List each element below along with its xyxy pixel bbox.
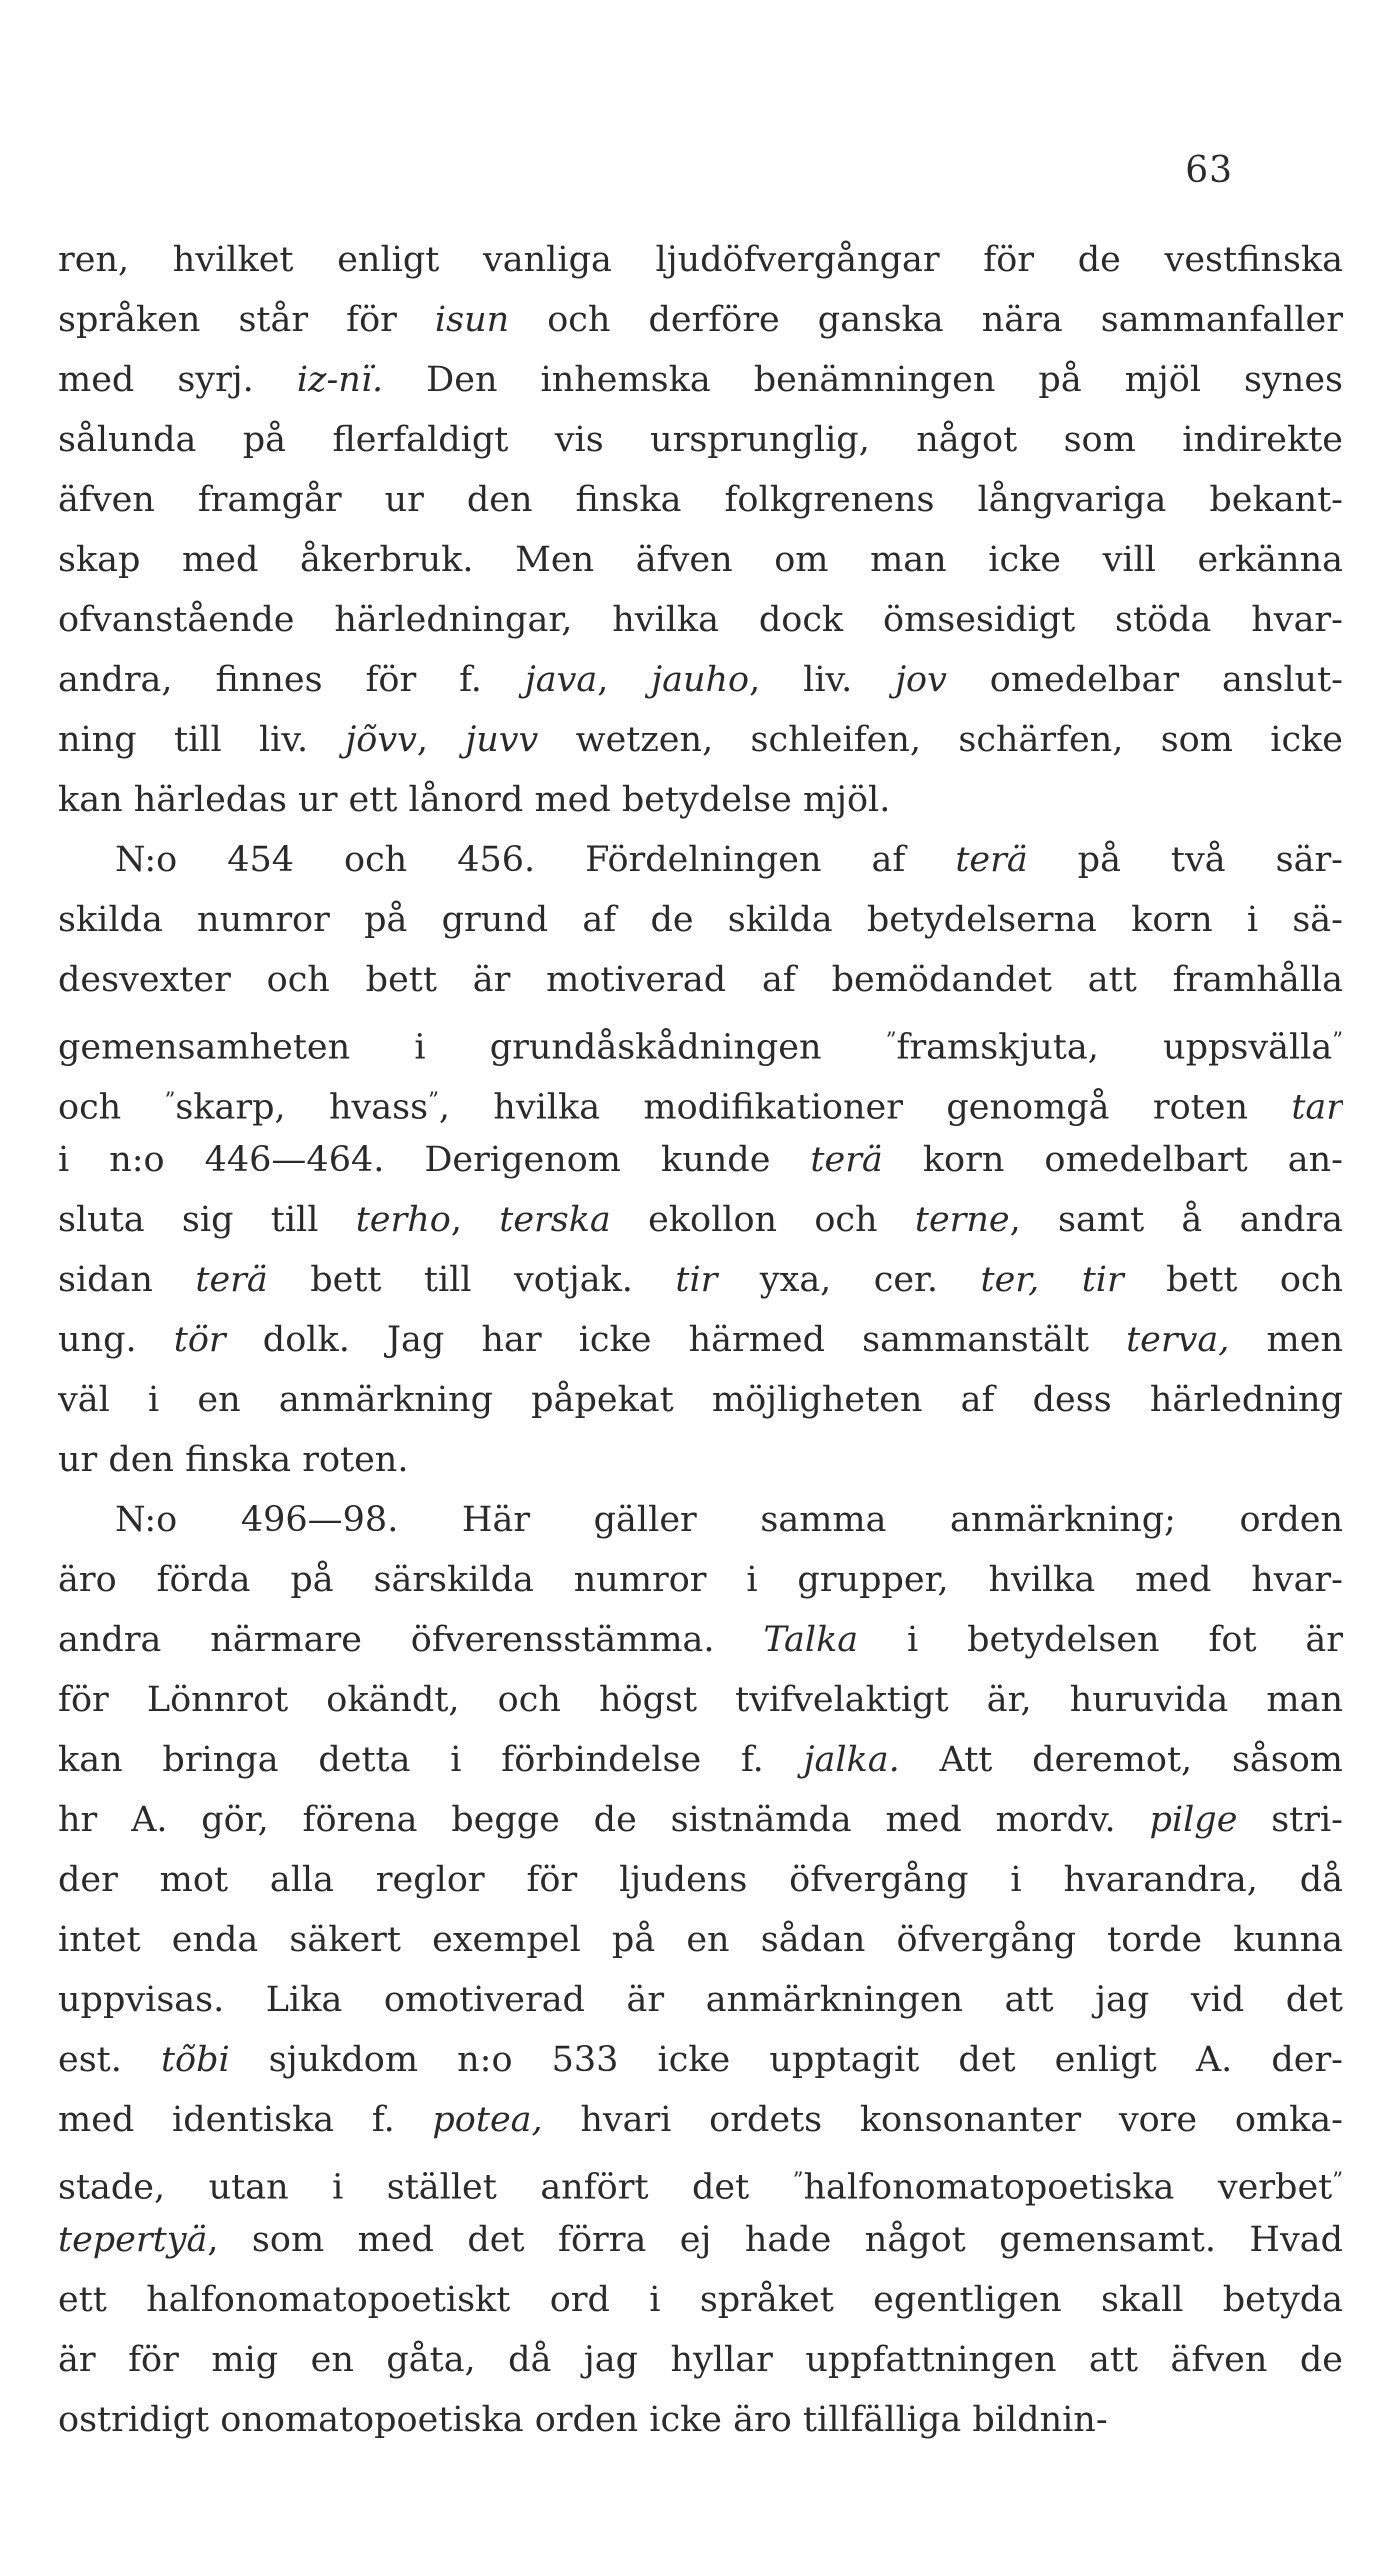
text-segment: för Lönnrot okändt, och högst tvifvelaktigt är, huruvida man [58,1680,1343,1720]
page-number: 63 [1185,150,1233,191]
text-line [58,1790,1343,1850]
italic-word: tir [675,1260,718,1300]
text-segment: ung. [58,1320,174,1360]
text-segment: Den inhemska benämningen på mjöl synes [383,360,1343,400]
text-line [58,1670,1343,1730]
quote-mark: ” [1332,1028,1343,1052]
text-segment: skilda numror på grund af de skilda betydelserna korn i sä- [58,900,1343,940]
italic-word: terä [955,840,1028,880]
text-segment: ofvanstående härledningar, hvilka dock ömsesidigt stöda hvar- [58,600,1343,640]
text-segment: sluta sig till [58,1200,356,1240]
text-segment: , liv. [749,660,896,700]
text-segment: hr A. gör, förena begge de sistnämda med mordv. [58,1800,1150,1840]
italic-word: juvv [465,720,539,760]
text-line [58,1550,1343,1610]
text-line [58,2210,1343,2270]
text-segment: skarp, hvass [175,1087,429,1128]
text-segment: omedelbar anslut- [946,660,1343,700]
text-line [58,830,1343,890]
body-text [58,230,1343,2450]
text-line [58,1970,1343,2030]
text-segment: dolk. Jag har icke härmed sammanstält [225,1320,1127,1360]
text-segment: stade, utan i stället anfört det [58,2167,793,2208]
text-segment: äfven framgår ur den finska folkgrenens långvariga bekant- [58,480,1343,520]
text-segment: intet enda säkert exempel på en sådan öfvergång torde kunna [58,1920,1343,1960]
text-line [58,2030,1343,2090]
text-segment: Att deremot, såsom [899,1740,1343,1780]
text-segment: väl i en anmärkning påpekat möjligheten af dess härledning [58,1380,1343,1420]
text-segment: och [58,1087,165,1128]
text-segment: gemensamheten i grundåskådningen [58,1027,886,1068]
italic-word: tar [1291,1087,1343,1128]
text-line [58,2330,1343,2390]
text-line [58,770,1343,830]
text-segment: halfonomatopoetiska verbet [803,2167,1333,2208]
text-line [58,1370,1343,1430]
italic-word: isun [434,300,510,340]
text-line [58,1190,1343,1250]
text-line [58,1910,1343,1970]
text-line [58,410,1343,470]
text-segment: , samt å andra [1009,1200,1343,1240]
text-segment: N:o 454 och 456. Fördelningen af [115,840,956,880]
text-line [58,2390,1343,2450]
text-line [58,710,1343,770]
text-line [58,1010,1343,1070]
text-segment: , hvilka modifikationer genomgå roten [438,1087,1292,1128]
text-segment: framskjuta, uppsvälla [896,1027,1333,1068]
text-segment: desvexter och bett är motiverad af bemödandet att framhålla [58,960,1343,1000]
text-segment: est. [58,2040,161,2080]
italic-word: Talka [763,1620,859,1660]
italic-word: jõvv [345,720,417,760]
text-line [58,2270,1343,2330]
italic-word: ter, tir [980,1260,1124,1300]
text-segment: , [450,1200,500,1240]
text-segment: bett till votjak. [267,1260,676,1300]
text-segment: ning till liv. [58,720,346,760]
text-segment: ren, hvilket enligt vanliga ljudöfvergångar för de vestfinska [58,240,1343,280]
text-line [58,1610,1343,1670]
text-line [58,290,1343,350]
text-segment: men [1229,1320,1343,1360]
text-line [58,1430,1343,1490]
quote-mark: ” [428,1088,439,1112]
text-segment: der mot alla reglor för ljudens öfvergång i hvarandra, då [58,1860,1343,1900]
text-segment: stri- [1237,1800,1343,1840]
text-line [58,950,1343,1010]
text-segment: sidan [58,1260,196,1300]
text-segment: med syrj. [58,360,297,400]
text-line [58,1250,1343,1310]
quote-mark: ” [164,1088,176,1112]
text-segment: andra närmare öfverensstämma. [58,1620,764,1660]
text-line [58,470,1343,530]
text-segment: ekollon och [610,1200,915,1240]
italic-word: jalka. [803,1740,900,1780]
text-segment: skap med åkerbruk. Men äfven om man icke vill erkänna [58,540,1343,580]
text-segment: , [597,660,652,700]
text-line [58,1730,1343,1790]
text-segment: kan bringa detta i förbindelse f. [58,1740,804,1780]
italic-word: java [524,660,598,700]
text-segment: hvari ordets konsonanter vore omka- [542,2100,1343,2140]
text-line [58,1310,1343,1370]
italic-word: terä [195,1260,268,1300]
text-line [58,1850,1343,1910]
quote-mark: ” [792,2168,804,2192]
text-line [58,1490,1343,1550]
text-line [58,2150,1343,2210]
text-segment: på två sär- [1027,840,1343,880]
text-line [58,590,1343,650]
italic-word: terska [499,1200,611,1240]
text-segment: , [416,720,466,760]
italic-word: jauho [651,660,750,700]
text-segment: i n:o 446—464. Derigenom kunde [58,1140,811,1180]
text-line [58,350,1343,410]
text-line [58,890,1343,950]
quote-mark: ” [885,1028,897,1052]
italic-word: terho [355,1200,451,1240]
italic-word: terne [914,1200,1010,1240]
text-line [58,1070,1343,1130]
text-segment: äro förda på särskilda numror i grupper, hvilka med hvar- [58,1560,1343,1600]
italic-word: pilge [1149,1800,1238,1840]
text-segment: uppvisas. Lika omotiverad är anmärkningen att jag vid det [58,1980,1343,2020]
text-segment: sjukdom n:o 533 icke upptagit det enligt A. der- [229,2040,1343,2080]
text-segment: ur den finska roten. [58,1440,409,1480]
text-line [58,1130,1343,1190]
italic-word: tõbi [160,2040,230,2080]
text-segment: sålunda på flerfaldigt vis ursprunglig, något som indirekte [58,420,1343,460]
text-segment: N:o 496—98. Här gäller samma anmärkning; orden [115,1500,1343,1540]
text-segment: är för mig en gåta, då jag hyllar uppfattningen att äfven de [58,2340,1343,2380]
text-segment: kan härledas ur ett lånord med betydelse mjöl. [58,780,891,820]
italic-word: tör [173,1320,226,1360]
text-segment: wetzen, schleifen, schärfen, som icke [538,720,1343,760]
text-segment: andra, finnes för f. [58,660,525,700]
text-line [58,230,1343,290]
italic-word: potea, [432,2100,543,2140]
text-segment: ostridigt onomatopoetiska orden icke äro tillfälliga bildnin- [58,2400,1108,2440]
italic-word: iz-nï. [296,360,384,400]
text-segment: i betydelsen fot är [858,1620,1343,1660]
italic-word: terä [810,1140,883,1180]
text-segment: och derföre ganska nära sammanfaller [509,300,1343,340]
italic-word: terva, [1126,1320,1230,1360]
text-segment: , som med det förra ej hade något gemensamt. Hvad [207,2220,1343,2260]
text-line [58,530,1343,590]
text-segment: ett halfonomatopoetiskt ord i språket egentligen skall betyda [58,2280,1343,2320]
quote-mark: ” [1332,2168,1343,2192]
text-segment: språken står för [58,300,435,340]
text-segment: yxa, cer. [717,1260,981,1300]
italic-word: tepertyä [58,2220,208,2260]
italic-word: jov [895,660,947,700]
text-line [58,650,1343,710]
text-segment: med identiska f. [58,2100,433,2140]
text-segment: bett och [1123,1260,1343,1300]
text-segment: korn omedelbart an- [882,1140,1343,1180]
text-line [58,2090,1343,2150]
